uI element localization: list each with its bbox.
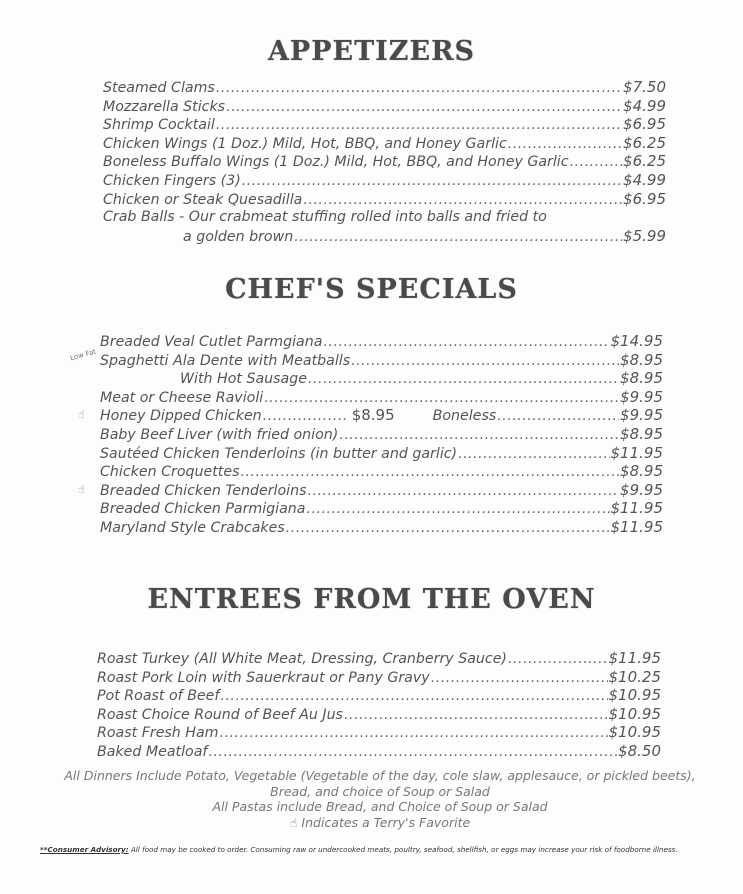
item-price: $11.95 [610, 443, 663, 462]
item-name: Roast Choice Round of Beef Au Jus [97, 706, 343, 723]
menu-item [100, 388, 663, 407]
dot-leader [226, 98, 622, 117]
item-price: $6.95 [623, 189, 666, 208]
item-name: Mozzarella Sticks [103, 98, 226, 115]
item-name: Steamed Clams [103, 80, 215, 96]
menu-item [97, 705, 661, 724]
entrees-list [97, 649, 661, 761]
item-price: $6.25 [623, 152, 666, 171]
menu-item [97, 668, 661, 687]
pastas-note: All Pastas include Bread, and Choice of Soup or Salad [212, 799, 548, 814]
item-price: $4.99 [623, 170, 666, 189]
menu-item [100, 462, 663, 481]
section-heading-chefs-specials: CHEF'S SPECIALS [225, 274, 518, 305]
menu-item [78, 406, 663, 425]
menu-item [100, 499, 663, 518]
chefs-specials-list [69, 332, 663, 537]
item-price: $8.95 [620, 424, 663, 443]
menu-item [103, 227, 666, 246]
dot-leader [308, 370, 619, 389]
menu-item [103, 78, 666, 97]
dot-leader [240, 463, 619, 482]
menu-item [103, 171, 666, 190]
item-price: $10.25 [608, 667, 661, 686]
item-name: Crab Balls - Our crabmeat stuffing rolled into balls and fried to [103, 209, 547, 226]
dot-leader [307, 500, 610, 519]
item-price: $11.95 [608, 649, 661, 667]
hand-pointer-icon: ☝ [78, 482, 85, 496]
dot-leader [216, 79, 622, 98]
menu-item [97, 686, 661, 705]
low-fat-badge: Low Fat [69, 347, 97, 362]
item-price: $10.95 [608, 686, 661, 705]
dinners-note: All Dinners Include Potato, Vegetable (Vegetable of the day, cole slaw, applesauce, or pickled beets), Bread, and choice of Soup or Salad [64, 768, 696, 799]
menu-item [100, 369, 663, 388]
dot-leader [351, 352, 619, 371]
item-name: With Hot Sausage [180, 371, 307, 388]
item-name: Roast Pork Loin with Sauerkraut or Pany Gravy [97, 669, 430, 686]
menu-item [97, 742, 661, 761]
dot-leader [431, 669, 608, 688]
hand-pointer-icon: ☝ [289, 814, 298, 830]
menu-notes [40, 768, 720, 830]
item-name: Baby Beef Liver (with fried onion) [100, 426, 339, 443]
item-name: Chicken Wings (1 Doz.) Mild, Hot, BBQ, and Honey Garlic [103, 135, 507, 152]
item-name: Breaded Chicken Parmigiana [100, 501, 306, 518]
item-name: Roast Turkey (All White Meat, Dressing, Cranberry Sauce) [97, 651, 507, 667]
section-heading-appetizers: APPETIZERS [267, 36, 476, 67]
dot-leader [216, 116, 622, 135]
item-price: $6.25 [623, 133, 666, 152]
menu-item [103, 208, 666, 227]
menu-item [100, 332, 663, 351]
item-price: $5.99 [623, 226, 666, 245]
dot-leader [344, 706, 608, 725]
advisory-label: **Consumer Advisory: [40, 845, 129, 854]
item-name: Baked Meatloaf [97, 743, 208, 760]
menu-item [103, 152, 666, 171]
dot-leader [570, 153, 622, 172]
item-name: Boneless Buffalo Wings (1 Doz.) Mild, Hot, BBQ, and Honey Garlic [103, 154, 569, 171]
item-name: Honey Dipped Chicken [100, 408, 262, 425]
item-name: Roast Fresh Ham [97, 725, 219, 742]
item-price: $8.95 [620, 369, 663, 388]
item-name: Meat or Cheese Ravioli [100, 389, 264, 406]
dot-leader [508, 135, 622, 154]
menu-item [103, 134, 666, 153]
item-name: Maryland Style Crabcakes [100, 519, 285, 536]
item-price: $11.95 [610, 517, 663, 536]
menu-item [97, 723, 661, 742]
menu-item [100, 444, 663, 463]
favorite-legend [40, 815, 720, 831]
item-price: $8.95 [620, 350, 663, 369]
dot-leader [208, 743, 617, 762]
dot-leader [220, 687, 607, 706]
dot-leader [242, 172, 622, 191]
menu-item [97, 649, 661, 668]
item-name: Sautéed Chicken Tenderloins (in butter and garlic) [100, 445, 458, 462]
dot-leader [220, 724, 608, 743]
item-price: $8.50 [618, 741, 661, 760]
item-price: $8.95 [620, 462, 663, 481]
item-name: Shrimp Cocktail [103, 117, 215, 134]
item-name: Chicken Fingers (3) [103, 172, 241, 189]
item-price: $10.95 [608, 704, 661, 723]
item-price: $4.99 [623, 96, 666, 115]
item-name: Breaded Veal Cutlet Parmgiana [100, 334, 323, 350]
item-sub-name: Boneless [432, 408, 497, 425]
appetizers-list [103, 78, 666, 245]
menu-item [103, 190, 666, 209]
menu-item [103, 97, 666, 116]
item-price: $14.95 [610, 332, 663, 350]
item-price: $9.95 [620, 480, 663, 499]
item-name: a golden brown [183, 228, 294, 245]
item-name: Pot Roast of Beef [97, 688, 220, 705]
favorite-legend-text: Indicates a Terry's Favorite [301, 814, 471, 830]
item-price: $10.95 [608, 723, 661, 742]
item-price: $9.95 [620, 387, 663, 406]
advisory-text: All food may be cooked to order. Consuming raw or undercooked meats, poultry, seafood, shellfish, or eggs may increase your risk of foodborne illness. [128, 845, 678, 854]
item-price: $6.95 [623, 115, 666, 134]
item-price: $9.95 [620, 406, 663, 425]
dot-leader [286, 519, 610, 538]
menu-item [100, 425, 663, 444]
item-name: Spaghetti Ala Dente with Meatballs [100, 352, 351, 369]
dot-leader [264, 389, 619, 408]
dot-leader [263, 407, 347, 426]
hand-pointer-icon: ☝ [78, 408, 85, 422]
menu-item [69, 347, 663, 370]
section-heading-entrees: ENTREES FROM THE OVEN [147, 584, 596, 615]
dot-leader [303, 191, 622, 210]
dot-leader [339, 426, 619, 445]
dot-leader [294, 228, 622, 247]
item-price: $11.95 [610, 499, 663, 518]
dot-leader [307, 482, 619, 501]
consumer-advisory [40, 845, 740, 854]
item-name: Chicken Croquettes [100, 464, 240, 481]
menu-item [100, 518, 663, 537]
item-price: $7.50 [623, 78, 666, 96]
dot-leader [323, 333, 609, 352]
menu-item [78, 480, 663, 500]
item-sub-price: $8.95 [351, 406, 395, 425]
item-name: Breaded Chicken Tenderloins [100, 482, 307, 499]
item-name: Chicken or Steak Quesadilla [103, 191, 303, 208]
dot-leader [497, 407, 619, 426]
dot-leader [508, 650, 608, 669]
dot-leader [458, 445, 609, 464]
menu-item [103, 115, 666, 134]
